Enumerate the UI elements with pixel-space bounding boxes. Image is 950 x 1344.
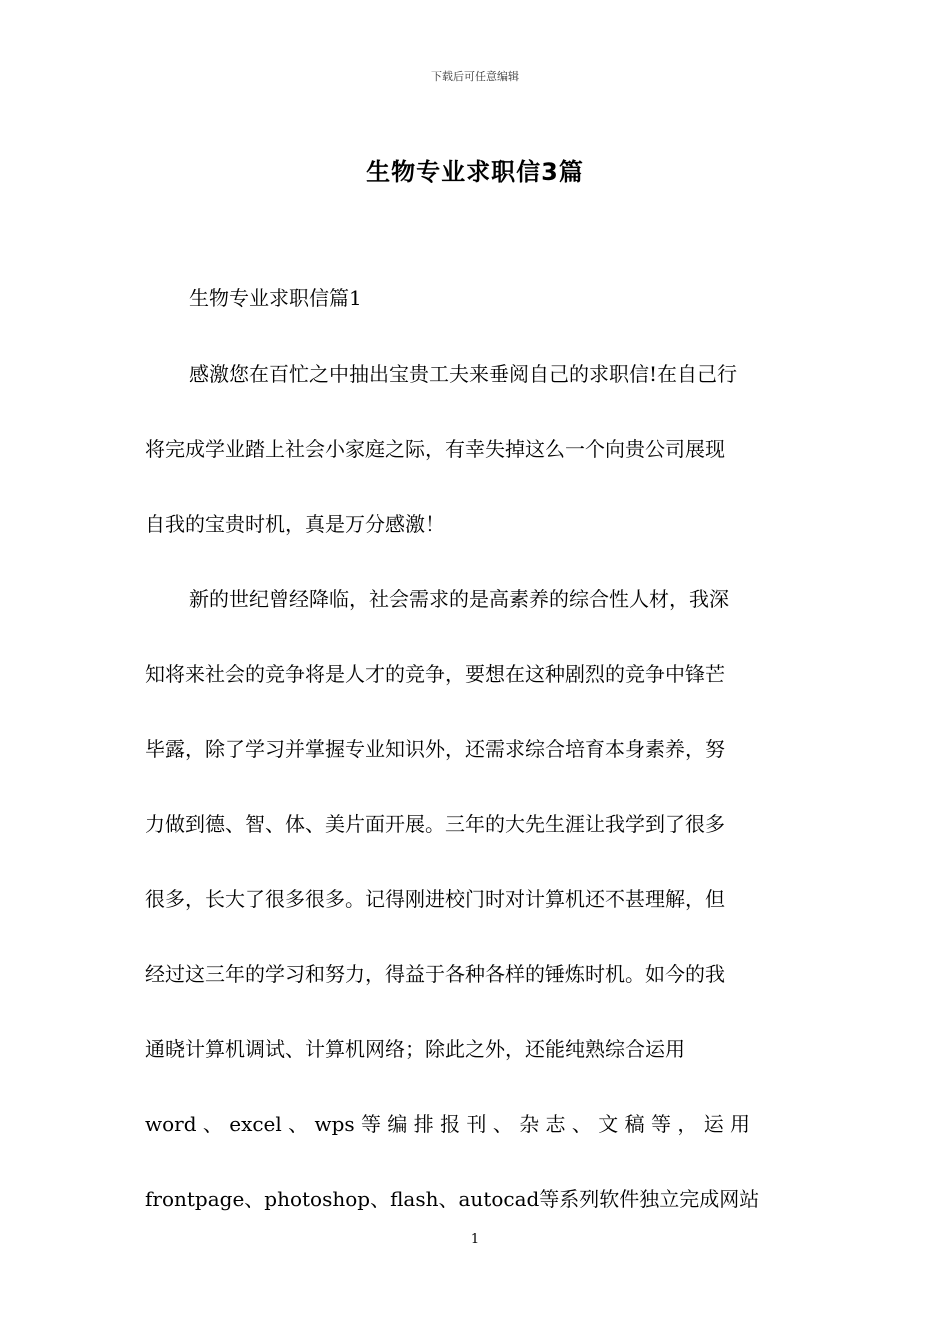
header-note: 下载后可任意编辑	[431, 70, 519, 83]
document-body	[145, 280, 807, 1220]
page-number: 1	[470, 1232, 480, 1247]
paragraph-line: 通晓计算机调试、计算机网络；除此之外，还能纯熟综合运用	[145, 1037, 685, 1061]
paragraph-line: 毕露，除了学习并掌握专业知识外，还需求综合培育本身素养，努	[145, 737, 725, 761]
section-heading: 生物专业求职信篇1	[189, 286, 362, 310]
paragraph-line: 将完成学业踏上社会小家庭之际，有幸失掉这么一个向贵公司展现	[145, 437, 725, 461]
document-title: 生物专业求职信3篇	[366, 158, 584, 186]
paragraph-line: frontpage、photoshop、flash、autocad等系列软件独立完成网站	[145, 1187, 760, 1211]
paragraph-line: 感激您在百忙之中抽出宝贵工夫来垂阅自己的求职信!在自己行	[189, 362, 738, 386]
paragraph-line: 经过这三年的学习和努力，得益于各种各样的锤炼时机。如今的我	[145, 962, 725, 986]
paragraph-line: 很多，长大了很多很多。记得刚进校门时对计算机还不甚理解，但	[145, 887, 725, 911]
paragraph-line: 自我的宝贵时机，真是万分感激！	[145, 512, 445, 536]
paragraph-line: word 、 excel 、 wps 等 编 排 报 刊 、 杂 志 、 文 稿 等 ， 运 用	[145, 1112, 751, 1136]
paragraph-line: 知将来社会的竞争将是人才的竞争，要想在这种剧烈的竞争中锋芒	[145, 662, 725, 686]
paragraph-line: 力做到德、智、体、美片面开展。三年的大先生涯让我学到了很多	[145, 812, 725, 836]
paragraph-line: 新的世纪曾经降临，社会需求的是高素养的综合性人材，我深	[189, 587, 729, 611]
